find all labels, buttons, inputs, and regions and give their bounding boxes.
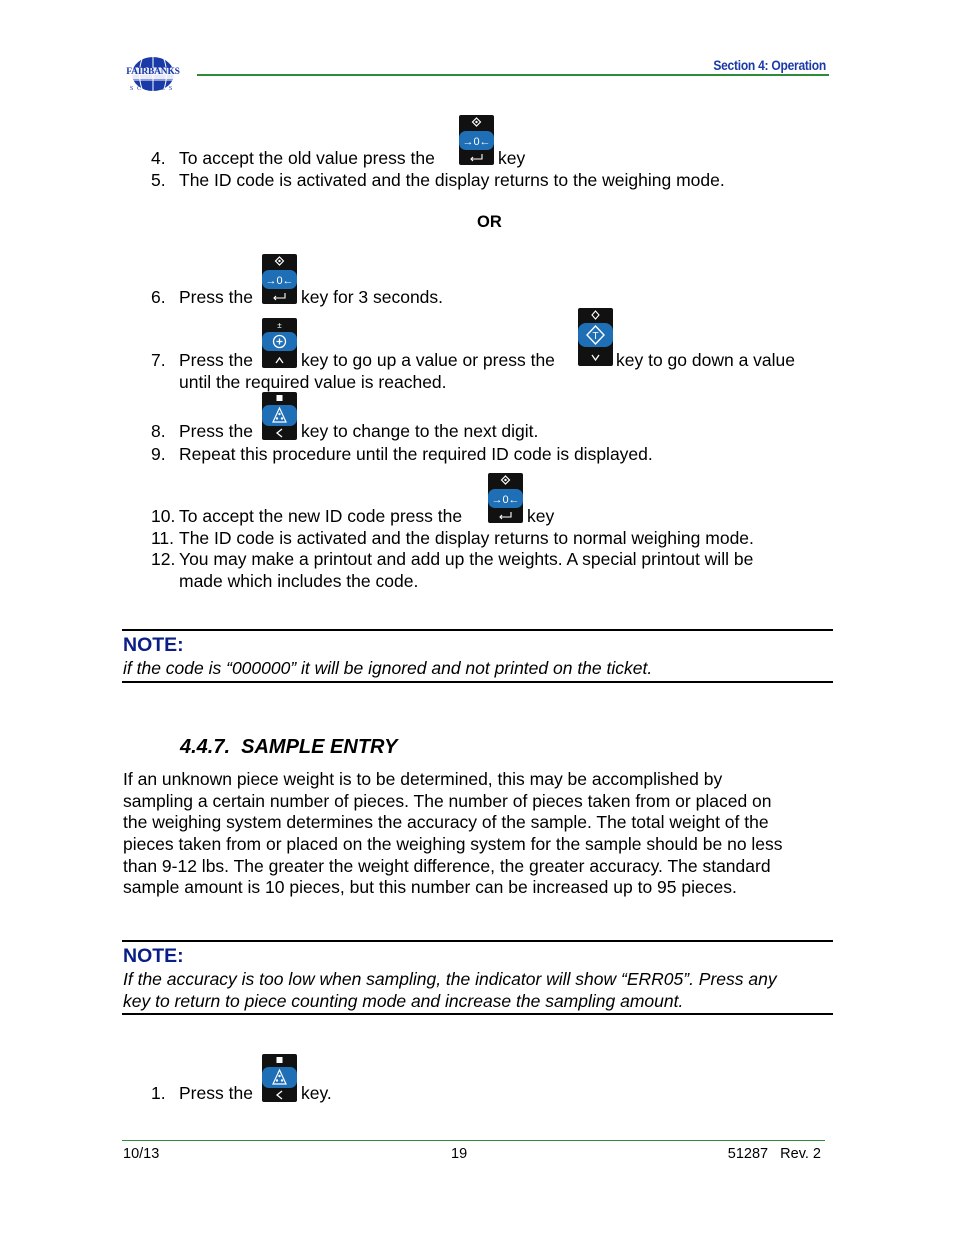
logo-text: FAIRBANKS (126, 67, 180, 77)
section-heading: 4.4.7. SAMPLE ENTRY (180, 736, 398, 758)
step-number: 8. (151, 421, 166, 441)
step-text: key (527, 506, 555, 526)
step-text: You may make a printout and add up the weights. A special printout will be (179, 549, 754, 569)
step-text: key to go up a value or press the (301, 350, 555, 370)
step-text: Press the (179, 1083, 253, 1103)
step-text: key (498, 148, 526, 168)
paragraph-line: the weighing system determines the accuracy of the sample. The total weight of the (123, 812, 769, 832)
step-text: key to change to the next digit. (301, 421, 539, 441)
tare-down-key-icon (578, 308, 613, 366)
note-bottom-rule (122, 681, 833, 683)
note-text: if the code is “000000” it will be ignored and not printed on the ticket. (123, 658, 653, 678)
step-text: Press the (179, 350, 253, 370)
step-number: 9. (151, 444, 166, 464)
step-number: 11. (151, 528, 175, 548)
note-heading: NOTE: (123, 945, 184, 967)
header-rule (197, 74, 829, 76)
or-separator: OR (477, 213, 502, 231)
step-text: The ID code is activated and the display returns to the weighing mode. (179, 170, 725, 190)
step-text: Repeat this procedure until the required ID code is displayed. (179, 444, 653, 464)
footer-rule (122, 1140, 825, 1141)
plus-up-key-icon (262, 318, 297, 368)
step-text: made which includes the code. (179, 571, 419, 591)
note-bottom-rule (122, 1013, 833, 1015)
step-text: Press the (179, 421, 253, 441)
note-text: key to return to piece counting mode and increase the sampling amount. (123, 991, 684, 1011)
zero-enter-key-icon (262, 254, 297, 304)
step-text: key to go down a value (616, 350, 796, 370)
step-text: To accept the old value press the (179, 148, 435, 168)
footer-doc-number: 51287 Rev. 2 (727, 1146, 821, 1162)
step-number: 6. (151, 287, 166, 307)
zero-enter-key-icon (488, 473, 523, 523)
piece-count-left-key-icon (262, 392, 297, 440)
step-number: 4. (151, 148, 166, 168)
step-text: until the required value is reached. (179, 372, 447, 392)
paragraph-line: If an unknown piece weight is to be determined, this may be accomplished by (123, 769, 723, 789)
footer-page-number: 19 (451, 1146, 468, 1162)
note-top-rule (122, 629, 833, 631)
footer-date: 10/13 (123, 1146, 160, 1162)
step-number: 1. (151, 1083, 166, 1103)
note-top-rule (122, 940, 833, 942)
step-text: The ID code is activated and the display returns to normal weighing mode. (179, 528, 754, 548)
step-number: 12. (151, 549, 176, 569)
note-text: If the accuracy is too low when sampling, the indicator will show “ERR05”. Press any (123, 969, 777, 989)
step-number: 5. (151, 170, 166, 190)
step-text: key. (301, 1083, 332, 1103)
logo-subtext: SCALES (129, 86, 177, 92)
step-text: Press the (179, 287, 253, 307)
step-number: 7. (151, 350, 166, 370)
section-title: Section 4: Operation (713, 57, 826, 73)
piece-count-left-key-icon (262, 1054, 297, 1102)
step-text: key for 3 seconds. (301, 287, 444, 307)
paragraph-line: sample amount is 10 pieces, but this number can be increased up to 95 pieces. (123, 877, 737, 897)
paragraph-line: sampling a certain number of pieces. The number of pieces taken from or placed on (123, 791, 772, 811)
paragraph-line: than 9-12 lbs. The greater the weight difference, the greater accuracy. The standard (123, 856, 771, 876)
step-number: 10. (151, 506, 176, 526)
zero-enter-key-icon (459, 115, 494, 165)
step-text: To accept the new ID code press the (179, 506, 463, 526)
paragraph-line: pieces taken from or placed on the weighing system for the sample should be no less (123, 834, 783, 854)
note-heading: NOTE: (123, 634, 184, 656)
